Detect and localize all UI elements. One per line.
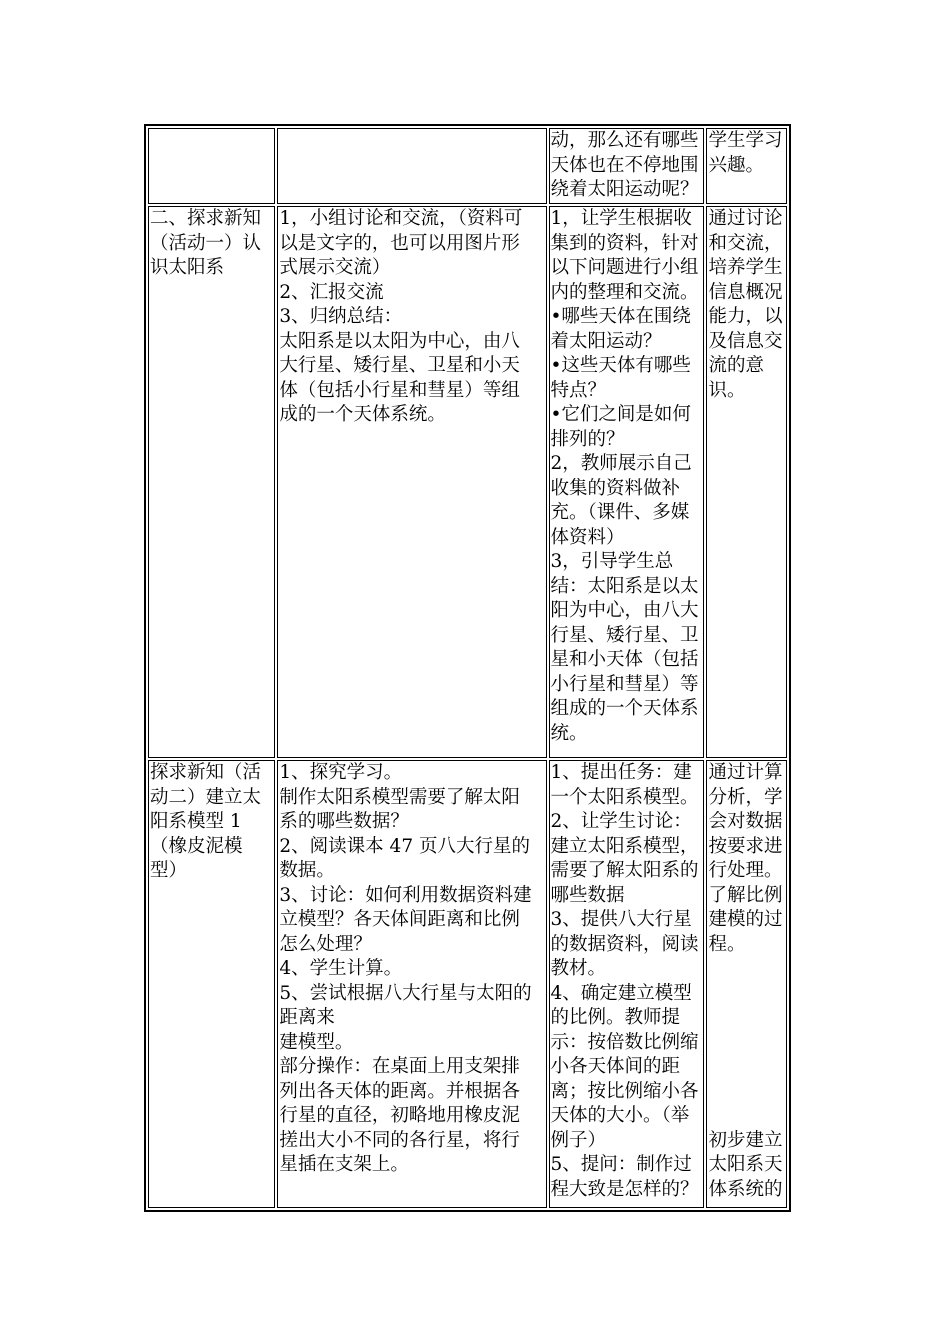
text-line: 绕着太阳运动呢？ (550, 179, 699, 200)
text-line: 以是文字的，也可以用图片形 (279, 232, 520, 254)
teacher-activity-cell (549, 760, 705, 1208)
text-line: 以下问题进行小组 (550, 257, 699, 278)
text-line: 特点？ (550, 379, 607, 401)
text-line: 建立太阳系模型， (550, 835, 699, 857)
blank-line (708, 982, 785, 1007)
stage-cell (148, 760, 275, 1208)
text-line: 1、探究学习。 (279, 762, 403, 783)
text-line: 天体也在不停地围 (550, 154, 699, 176)
teacher-activity-cell (549, 128, 705, 204)
text-line: •这些天体有哪些 (550, 355, 691, 376)
text-line: 和交流， (708, 232, 783, 254)
blank-line (708, 1006, 785, 1031)
text-line: 结：太阳系是以太 (550, 575, 699, 597)
text-line: 探求新知（活 (150, 762, 262, 783)
text-line: 集到的资料，针对 (550, 232, 699, 254)
text-line: 3、归纳总结： (279, 306, 403, 327)
text-line: 动二）建立太 (150, 786, 262, 808)
text-line: 太阳系天 (708, 1154, 783, 1175)
text-line: 2，教师展示自己 (550, 453, 692, 474)
text-line: 行处理。 (708, 860, 783, 881)
text-line: 太阳系是以太阳为中心，由八 (279, 330, 520, 352)
text-line: 会对数据 (708, 811, 783, 832)
text-line: 成的一个天体系统。 (279, 404, 446, 425)
stage-cell (148, 128, 275, 204)
blank-line (708, 1031, 785, 1056)
student-activity-cell (277, 206, 546, 758)
text-line: 充。（课件、多媒 (550, 502, 690, 523)
blank-line (708, 1104, 785, 1129)
text-line: 阳系模型 1 (150, 811, 242, 832)
text-line: 星插在支架上。 (279, 1154, 409, 1175)
text-line: 体资料） (550, 526, 625, 548)
text-line: 建模型。 (279, 1031, 354, 1053)
text-line: 示：按倍数比例缩 (550, 1031, 699, 1053)
text-line: 学生学习 (708, 130, 783, 151)
text-line: 1、提出任务：建 (550, 762, 692, 783)
blank-line (708, 1080, 785, 1105)
text-line: 需要了解太阳系的 (550, 860, 699, 881)
text-line: 5、提问：制作过 (550, 1154, 692, 1175)
text-line: 行星、矮行星、卫 (550, 624, 699, 646)
text-line: 2、汇报交流 (279, 281, 384, 303)
design-intent-cell (706, 206, 787, 758)
text-line: 及信息交 (708, 330, 783, 352)
text-line: 培养学生 (708, 257, 783, 278)
text-line: 了解比例 (708, 884, 783, 906)
text-line: 初步建立 (708, 1129, 783, 1151)
text-line: 立模型？各天体间距离和比例 (279, 909, 520, 930)
text-line: 按要求进 (708, 835, 783, 857)
text-line: 排列的？ (550, 428, 625, 450)
text-line: 的数据资料，阅读 (550, 933, 699, 955)
text-line: 小各天体间的距 (550, 1056, 681, 1077)
text-line: 小行星和彗星）等 (550, 673, 699, 695)
table-row (148, 760, 787, 1208)
text-line: 体（包括小行星和彗星）等组 (279, 379, 520, 401)
text-line: 识。 (708, 379, 746, 401)
text-line: 制作太阳系模型需要了解太阳 (279, 786, 520, 808)
text-line: 3，引导学生总 (550, 551, 674, 572)
text-line: 信息概况 (708, 281, 783, 303)
text-line: 例子） (550, 1129, 607, 1151)
lesson-plan-table (144, 124, 791, 1212)
text-line: 统。 (550, 722, 588, 744)
text-line: 4、确定建立模型 (550, 982, 692, 1004)
text-line: 5、尝试根据八大行星与太阳的 (279, 982, 532, 1004)
text-line: 天体的大小。（举 (550, 1105, 690, 1126)
text-line: 数据。 (279, 860, 335, 881)
text-line: 部分操作：在桌面上用支架排 (279, 1056, 520, 1077)
text-line: 程大致是怎样的？ (550, 1178, 699, 1200)
text-line: 2、阅读课本 47 页八大行星的 (279, 835, 530, 857)
text-line: 1，小组讨论和交流，（资料可 (279, 208, 523, 229)
text-line: 动，那么还有哪些 (550, 130, 699, 151)
text-line: 2、让学生讨论： (550, 811, 692, 832)
design-intent-cell (706, 760, 787, 1208)
text-line: 哪些数据 (550, 884, 625, 906)
text-line: 4、学生计算。 (279, 958, 403, 979)
text-line: 二、探求新知 (150, 208, 262, 229)
student-activity-cell (277, 760, 546, 1208)
text-line: 通过计算 (708, 762, 783, 783)
text-line: 程。 (708, 933, 746, 955)
text-line: 收集的资料做补 (550, 477, 681, 499)
text-line: 一个太阳系模型。 (550, 786, 699, 808)
student-activity-cell (277, 128, 546, 204)
text-line: 分析，学 (708, 786, 783, 808)
text-line: 型） (150, 860, 188, 881)
text-line: （橡皮泥模 (150, 835, 243, 857)
teacher-activity-cell (549, 206, 705, 758)
blank-line (708, 1055, 785, 1080)
text-line: 距离来 (279, 1007, 335, 1028)
text-line: 能力，以 (708, 306, 783, 327)
text-line: 列出各天体的距离。并根据各 (279, 1080, 520, 1102)
text-line: 3、提供八大行星 (550, 909, 692, 930)
text-line: 流的意 (708, 355, 764, 376)
text-line: 兴趣。 (708, 154, 764, 176)
table-row (148, 128, 787, 204)
text-line: 通过讨论 (708, 208, 783, 229)
blank-line (708, 957, 785, 982)
text-line: 建模的过 (708, 909, 783, 930)
text-line: 组成的一个天体系 (550, 698, 699, 719)
text-line: 体系统的 (708, 1178, 783, 1200)
text-line: 行星的直径，初略地用橡皮泥 (279, 1105, 520, 1126)
text-line: 的比例。教师提 (550, 1007, 681, 1028)
text-line: 系的哪些数据？ (279, 811, 409, 832)
stage-cell (148, 206, 275, 758)
text-line: 内的整理和交流。 (550, 281, 699, 303)
text-line: •哪些天体在围绕 (550, 306, 691, 327)
text-line: 大行星、矮行星、卫星和小天 (279, 355, 520, 376)
text-line: 阳为中心，由八大 (550, 600, 699, 621)
text-line: （活动一）认 (150, 232, 262, 254)
text-line: 式展示交流） (279, 257, 391, 278)
text-line: •它们之间是如何 (550, 404, 691, 425)
text-line: 离；按比例缩小各 (550, 1080, 699, 1102)
text-line: 1，让学生根据收 (550, 208, 692, 229)
text-line: 教材。 (550, 958, 607, 979)
text-line: 星和小天体（包括 (550, 649, 699, 670)
design-intent-cell (706, 128, 787, 204)
text-line: 着太阳运动？ (550, 330, 662, 352)
text-line: 搓出大小不同的各行星，将行 (279, 1129, 520, 1151)
text-line: 3、讨论：如何利用数据资料建 (279, 884, 532, 906)
table-row (148, 206, 787, 758)
text-line: 识太阳系 (150, 257, 225, 278)
text-line: 怎么处理？ (279, 933, 372, 955)
